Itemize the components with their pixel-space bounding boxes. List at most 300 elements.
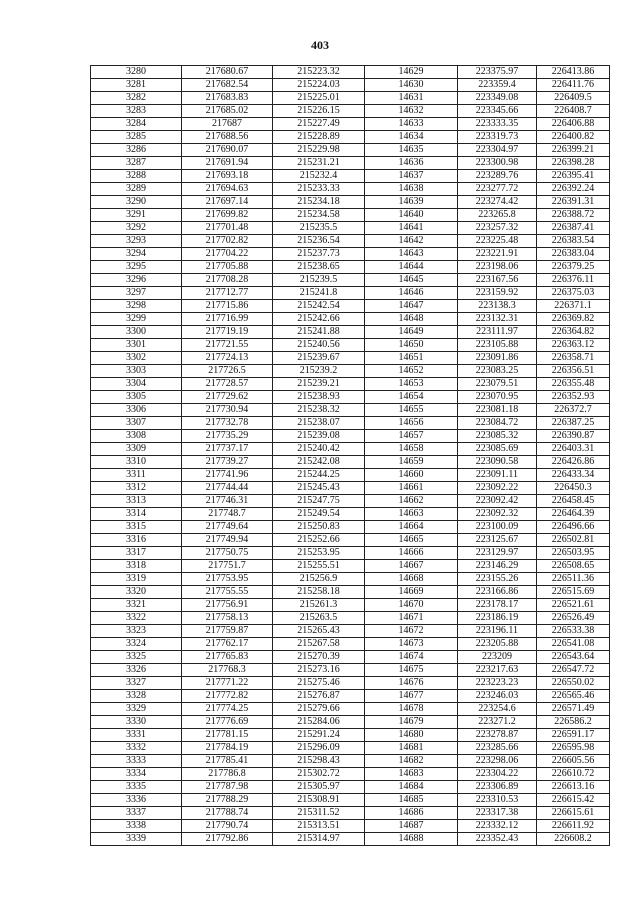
point-number-2-cell: 14674: [365, 651, 458, 664]
table-row: [91, 391, 610, 404]
x-coordinate-cell: 217758.13: [182, 612, 273, 625]
table-row: [91, 534, 610, 547]
y-coordinate-cell: 215229.98: [273, 144, 365, 157]
point-number-cell: 3290: [91, 196, 182, 209]
table-row: [91, 235, 610, 248]
x-coordinate-2-cell: 223285.66: [458, 742, 537, 755]
point-number-2-cell: 14649: [365, 326, 458, 339]
table-row: [91, 118, 610, 131]
x-coordinate-cell: 217680.67: [182, 66, 273, 79]
point-number-cell: 3298: [91, 300, 182, 313]
y-coordinate-cell: 215279.66: [273, 703, 365, 716]
table-row: [91, 586, 610, 599]
y-coordinate-2-cell: 226571.49: [537, 703, 610, 716]
y-coordinate-2-cell: 226358.71: [537, 352, 610, 365]
y-coordinate-2-cell: 226383.54: [537, 235, 610, 248]
point-number-2-cell: 14651: [365, 352, 458, 365]
y-coordinate-cell: 215239.67: [273, 352, 365, 365]
table-row: [91, 352, 610, 365]
x-coordinate-cell: 217749.64: [182, 521, 273, 534]
point-number-cell: 3301: [91, 339, 182, 352]
x-coordinate-2-cell: 223091.86: [458, 352, 537, 365]
x-coordinate-cell: 217786.8: [182, 768, 273, 781]
table-row: [91, 573, 610, 586]
table-row: [91, 443, 610, 456]
point-number-cell: 3315: [91, 521, 182, 534]
y-coordinate-cell: 215238.32: [273, 404, 365, 417]
point-number-cell: 3304: [91, 378, 182, 391]
y-coordinate-cell: 215302.72: [273, 768, 365, 781]
point-number-2-cell: 14665: [365, 534, 458, 547]
x-coordinate-2-cell: 223209: [458, 651, 537, 664]
point-number-2-cell: 14669: [365, 586, 458, 599]
point-number-2-cell: 14664: [365, 521, 458, 534]
x-coordinate-cell: 217732.78: [182, 417, 273, 430]
y-coordinate-2-cell: 226565.46: [537, 690, 610, 703]
coordinates-table: [90, 65, 610, 846]
table-row: [91, 170, 610, 183]
y-coordinate-2-cell: 226511.36: [537, 573, 610, 586]
point-number-2-cell: 14656: [365, 417, 458, 430]
point-number-cell: 3305: [91, 391, 182, 404]
y-coordinate-cell: 215225.01: [273, 92, 365, 105]
point-number-2-cell: 14629: [365, 66, 458, 79]
point-number-2-cell: 14681: [365, 742, 458, 755]
point-number-2-cell: 14655: [365, 404, 458, 417]
point-number-2-cell: 14679: [365, 716, 458, 729]
point-number-2-cell: 14647: [365, 300, 458, 313]
y-coordinate-cell: 215273.16: [273, 664, 365, 677]
y-coordinate-2-cell: 226521.61: [537, 599, 610, 612]
x-coordinate-cell: 217774.25: [182, 703, 273, 716]
x-coordinate-2-cell: 223333.35: [458, 118, 537, 131]
table-row: [91, 703, 610, 716]
x-coordinate-2-cell: 223254.6: [458, 703, 537, 716]
y-coordinate-2-cell: 226408.7: [537, 105, 610, 118]
y-coordinate-2-cell: 226605.56: [537, 755, 610, 768]
table-row: [91, 794, 610, 807]
x-coordinate-2-cell: 223217.63: [458, 664, 537, 677]
table-row: [91, 612, 610, 625]
y-coordinate-2-cell: 226387.25: [537, 417, 610, 430]
point-number-cell: 3292: [91, 222, 182, 235]
y-coordinate-cell: 215247.75: [273, 495, 365, 508]
point-number-cell: 3296: [91, 274, 182, 287]
table-row: [91, 781, 610, 794]
y-coordinate-cell: 215261.3: [273, 599, 365, 612]
point-number-cell: 3295: [91, 261, 182, 274]
y-coordinate-2-cell: 226426.86: [537, 456, 610, 469]
x-coordinate-cell: 217785.41: [182, 755, 273, 768]
point-number-cell: 3299: [91, 313, 182, 326]
x-coordinate-cell: 217685.02: [182, 105, 273, 118]
table-row: [91, 742, 610, 755]
x-coordinate-cell: 217768.3: [182, 664, 273, 677]
point-number-2-cell: 14636: [365, 157, 458, 170]
table-row: [91, 807, 610, 820]
table-row: [91, 833, 610, 846]
x-coordinate-cell: 217708.28: [182, 274, 273, 287]
table-row: [91, 716, 610, 729]
y-coordinate-2-cell: 226611.92: [537, 820, 610, 833]
point-number-2-cell: 14654: [365, 391, 458, 404]
x-coordinate-cell: 217701.48: [182, 222, 273, 235]
point-number-2-cell: 14678: [365, 703, 458, 716]
point-number-cell: 3321: [91, 599, 182, 612]
y-coordinate-cell: 215239.2: [273, 365, 365, 378]
table-row: [91, 92, 610, 105]
y-coordinate-2-cell: 226615.61: [537, 807, 610, 820]
table-row: [91, 508, 610, 521]
x-coordinate-2-cell: 223070.95: [458, 391, 537, 404]
x-coordinate-2-cell: 223352.43: [458, 833, 537, 846]
point-number-2-cell: 14662: [365, 495, 458, 508]
x-coordinate-cell: 217712.77: [182, 287, 273, 300]
coordinates-table-body: [91, 66, 610, 846]
x-coordinate-cell: 217749.94: [182, 534, 273, 547]
x-coordinate-cell: 217784.19: [182, 742, 273, 755]
x-coordinate-2-cell: 223085.32: [458, 430, 537, 443]
y-coordinate-cell: 215256.9: [273, 573, 365, 586]
x-coordinate-cell: 217751.7: [182, 560, 273, 573]
x-coordinate-cell: 217691.94: [182, 157, 273, 170]
y-coordinate-2-cell: 226375.03: [537, 287, 610, 300]
y-coordinate-cell: 215239.21: [273, 378, 365, 391]
table-row: [91, 157, 610, 170]
y-coordinate-2-cell: 226595.98: [537, 742, 610, 755]
table-row: [91, 404, 610, 417]
x-coordinate-2-cell: 223289.76: [458, 170, 537, 183]
point-number-cell: 3329: [91, 703, 182, 716]
point-number-cell: 3317: [91, 547, 182, 560]
point-number-cell: 3322: [91, 612, 182, 625]
x-coordinate-cell: 217739.27: [182, 456, 273, 469]
table-row: [91, 300, 610, 313]
x-coordinate-2-cell: 223166.86: [458, 586, 537, 599]
table-row: [91, 339, 610, 352]
point-number-cell: 3314: [91, 508, 182, 521]
y-coordinate-cell: 215233.33: [273, 183, 365, 196]
table-row: [91, 66, 610, 79]
x-coordinate-2-cell: 223132.31: [458, 313, 537, 326]
point-number-2-cell: 14638: [365, 183, 458, 196]
y-coordinate-cell: 215253.95: [273, 547, 365, 560]
point-number-cell: 3319: [91, 573, 182, 586]
point-number-2-cell: 14644: [365, 261, 458, 274]
point-number-cell: 3312: [91, 482, 182, 495]
point-number-cell: 3328: [91, 690, 182, 703]
y-coordinate-2-cell: 226458.45: [537, 495, 610, 508]
x-coordinate-cell: 217728.57: [182, 378, 273, 391]
x-coordinate-cell: 217716.99: [182, 313, 273, 326]
point-number-2-cell: 14673: [365, 638, 458, 651]
y-coordinate-cell: 215240.56: [273, 339, 365, 352]
x-coordinate-2-cell: 223138.3: [458, 300, 537, 313]
point-number-2-cell: 14635: [365, 144, 458, 157]
y-coordinate-2-cell: 226547.72: [537, 664, 610, 677]
point-number-cell: 3280: [91, 66, 182, 79]
y-coordinate-cell: 215242.66: [273, 313, 365, 326]
y-coordinate-cell: 215242.54: [273, 300, 365, 313]
point-number-2-cell: 14663: [365, 508, 458, 521]
table-row: [91, 417, 610, 430]
point-number-2-cell: 14667: [365, 560, 458, 573]
y-coordinate-cell: 215224.03: [273, 79, 365, 92]
point-number-cell: 3297: [91, 287, 182, 300]
x-coordinate-2-cell: 223111.97: [458, 326, 537, 339]
y-coordinate-cell: 215232.4: [273, 170, 365, 183]
x-coordinate-2-cell: 223178.17: [458, 599, 537, 612]
table-row: [91, 105, 610, 118]
y-coordinate-2-cell: 226371.1: [537, 300, 610, 313]
x-coordinate-2-cell: 223298.06: [458, 755, 537, 768]
y-coordinate-cell: 215223.32: [273, 66, 365, 79]
table-row: [91, 755, 610, 768]
x-coordinate-2-cell: 223375.97: [458, 66, 537, 79]
x-coordinate-cell: 217730.94: [182, 404, 273, 417]
x-coordinate-2-cell: 223105.88: [458, 339, 537, 352]
table-row: [91, 690, 610, 703]
y-coordinate-cell: 215239.08: [273, 430, 365, 443]
y-coordinate-cell: 215238.93: [273, 391, 365, 404]
x-coordinate-2-cell: 223332.12: [458, 820, 537, 833]
table-row: [91, 261, 610, 274]
y-coordinate-2-cell: 226406.88: [537, 118, 610, 131]
x-coordinate-2-cell: 223221.91: [458, 248, 537, 261]
y-coordinate-cell: 215235.5: [273, 222, 365, 235]
point-number-cell: 3311: [91, 469, 182, 482]
point-number-2-cell: 14668: [365, 573, 458, 586]
x-coordinate-2-cell: 223198.06: [458, 261, 537, 274]
point-number-2-cell: 14685: [365, 794, 458, 807]
y-coordinate-2-cell: 226541.08: [537, 638, 610, 651]
point-number-2-cell: 14639: [365, 196, 458, 209]
table-row: [91, 495, 610, 508]
y-coordinate-2-cell: 226515.69: [537, 586, 610, 599]
x-coordinate-cell: 217726.5: [182, 365, 273, 378]
y-coordinate-cell: 215237.73: [273, 248, 365, 261]
x-coordinate-2-cell: 223304.22: [458, 768, 537, 781]
x-coordinate-cell: 217704.22: [182, 248, 273, 261]
y-coordinate-cell: 215291.24: [273, 729, 365, 742]
x-coordinate-2-cell: 223090.58: [458, 456, 537, 469]
point-number-2-cell: 14633: [365, 118, 458, 131]
x-coordinate-2-cell: 223092.32: [458, 508, 537, 521]
x-coordinate-2-cell: 223278.87: [458, 729, 537, 742]
point-number-2-cell: 14650: [365, 339, 458, 352]
y-coordinate-cell: 215265.43: [273, 625, 365, 638]
x-coordinate-2-cell: 223277.72: [458, 183, 537, 196]
point-number-2-cell: 14686: [365, 807, 458, 820]
y-coordinate-2-cell: 226411.76: [537, 79, 610, 92]
table-row: [91, 79, 610, 92]
y-coordinate-2-cell: 226526.49: [537, 612, 610, 625]
x-coordinate-cell: 217753.95: [182, 573, 273, 586]
x-coordinate-2-cell: 223271.2: [458, 716, 537, 729]
y-coordinate-2-cell: 226376.11: [537, 274, 610, 287]
y-coordinate-2-cell: 226403.31: [537, 443, 610, 456]
point-number-2-cell: 14630: [365, 79, 458, 92]
point-number-cell: 3282: [91, 92, 182, 105]
y-coordinate-2-cell: 226395.41: [537, 170, 610, 183]
x-coordinate-2-cell: 223084.72: [458, 417, 537, 430]
x-coordinate-2-cell: 223081.18: [458, 404, 537, 417]
x-coordinate-cell: 217721.55: [182, 339, 273, 352]
x-coordinate-2-cell: 223300.98: [458, 157, 537, 170]
y-coordinate-2-cell: 226503.95: [537, 547, 610, 560]
point-number-cell: 3325: [91, 651, 182, 664]
x-coordinate-cell: 217765.83: [182, 651, 273, 664]
y-coordinate-cell: 215298.43: [273, 755, 365, 768]
y-coordinate-2-cell: 226369.82: [537, 313, 610, 326]
y-coordinate-2-cell: 226398.28: [537, 157, 610, 170]
point-number-2-cell: 14676: [365, 677, 458, 690]
point-number-cell: 3285: [91, 131, 182, 144]
point-number-cell: 3287: [91, 157, 182, 170]
table-row: [91, 313, 610, 326]
point-number-cell: 3336: [91, 794, 182, 807]
x-coordinate-cell: 217756.91: [182, 599, 273, 612]
table-row: [91, 222, 610, 235]
point-number-cell: 3332: [91, 742, 182, 755]
y-coordinate-2-cell: 226356.51: [537, 365, 610, 378]
x-coordinate-cell: 217729.62: [182, 391, 273, 404]
point-number-cell: 3283: [91, 105, 182, 118]
point-number-cell: 3303: [91, 365, 182, 378]
y-coordinate-2-cell: 226502.81: [537, 534, 610, 547]
table-row: [91, 287, 610, 300]
y-coordinate-2-cell: 226364.82: [537, 326, 610, 339]
x-coordinate-cell: 217790.74: [182, 820, 273, 833]
y-coordinate-2-cell: 226383.04: [537, 248, 610, 261]
point-number-2-cell: 14677: [365, 690, 458, 703]
x-coordinate-2-cell: 223319.73: [458, 131, 537, 144]
point-number-2-cell: 14643: [365, 248, 458, 261]
y-coordinate-cell: 215249.54: [273, 508, 365, 521]
y-coordinate-2-cell: 226379.25: [537, 261, 610, 274]
y-coordinate-2-cell: 226388.72: [537, 209, 610, 222]
table-row: [91, 677, 610, 690]
y-coordinate-cell: 215228.89: [273, 131, 365, 144]
x-coordinate-cell: 217737.17: [182, 443, 273, 456]
point-number-cell: 3302: [91, 352, 182, 365]
y-coordinate-cell: 215276.87: [273, 690, 365, 703]
y-coordinate-2-cell: 226613.16: [537, 781, 610, 794]
x-coordinate-cell: 217687: [182, 118, 273, 131]
point-number-cell: 3313: [91, 495, 182, 508]
x-coordinate-2-cell: 223196.11: [458, 625, 537, 638]
point-number-cell: 3337: [91, 807, 182, 820]
point-number-2-cell: 14683: [365, 768, 458, 781]
x-coordinate-2-cell: 223079.51: [458, 378, 537, 391]
y-coordinate-cell: 215234.58: [273, 209, 365, 222]
y-coordinate-cell: 215245.43: [273, 482, 365, 495]
point-number-cell: 3326: [91, 664, 182, 677]
x-coordinate-cell: 217683.83: [182, 92, 273, 105]
table-row: [91, 820, 610, 833]
y-coordinate-2-cell: 226363.12: [537, 339, 610, 352]
point-number-cell: 3310: [91, 456, 182, 469]
point-number-2-cell: 14675: [365, 664, 458, 677]
y-coordinate-2-cell: 226591.17: [537, 729, 610, 742]
table-row: [91, 248, 610, 261]
point-number-2-cell: 14642: [365, 235, 458, 248]
x-coordinate-cell: 217755.55: [182, 586, 273, 599]
point-number-2-cell: 14659: [365, 456, 458, 469]
table-row: [91, 365, 610, 378]
x-coordinate-cell: 217788.74: [182, 807, 273, 820]
y-coordinate-2-cell: 226464.39: [537, 508, 610, 521]
y-coordinate-2-cell: 226392.24: [537, 183, 610, 196]
x-coordinate-2-cell: 223083.25: [458, 365, 537, 378]
point-number-cell: 3330: [91, 716, 182, 729]
point-number-2-cell: 14631: [365, 92, 458, 105]
x-coordinate-2-cell: 223092.22: [458, 482, 537, 495]
point-number-cell: 3293: [91, 235, 182, 248]
y-coordinate-cell: 215255.51: [273, 560, 365, 573]
point-number-cell: 3286: [91, 144, 182, 157]
x-coordinate-2-cell: 223257.32: [458, 222, 537, 235]
table-row: [91, 599, 610, 612]
table-row: [91, 638, 610, 651]
y-coordinate-2-cell: 226409.5: [537, 92, 610, 105]
table-row: [91, 547, 610, 560]
table-row: [91, 521, 610, 534]
x-coordinate-cell: 217699.82: [182, 209, 273, 222]
point-number-cell: 3294: [91, 248, 182, 261]
point-number-2-cell: 14646: [365, 287, 458, 300]
point-number-cell: 3307: [91, 417, 182, 430]
point-number-cell: 3338: [91, 820, 182, 833]
point-number-2-cell: 14648: [365, 313, 458, 326]
point-number-cell: 3318: [91, 560, 182, 573]
x-coordinate-2-cell: 223129.97: [458, 547, 537, 560]
point-number-cell: 3334: [91, 768, 182, 781]
x-coordinate-cell: 217702.82: [182, 235, 273, 248]
point-number-2-cell: 14687: [365, 820, 458, 833]
point-number-cell: 3333: [91, 755, 182, 768]
point-number-cell: 3316: [91, 534, 182, 547]
table-row: [91, 651, 610, 664]
y-coordinate-2-cell: 226543.64: [537, 651, 610, 664]
y-coordinate-cell: 215270.39: [273, 651, 365, 664]
x-coordinate-cell: 217787.98: [182, 781, 273, 794]
table-row: [91, 664, 610, 677]
x-coordinate-cell: 217771.22: [182, 677, 273, 690]
point-number-cell: 3300: [91, 326, 182, 339]
y-coordinate-cell: 215238.65: [273, 261, 365, 274]
point-number-2-cell: 14637: [365, 170, 458, 183]
y-coordinate-cell: 215267.58: [273, 638, 365, 651]
y-coordinate-cell: 215252.66: [273, 534, 365, 547]
x-coordinate-2-cell: 223100.09: [458, 521, 537, 534]
y-coordinate-cell: 215275.46: [273, 677, 365, 690]
point-number-cell: 3281: [91, 79, 182, 92]
y-coordinate-cell: 215311.52: [273, 807, 365, 820]
page-number: 403: [311, 38, 329, 52]
x-coordinate-cell: 217724.13: [182, 352, 273, 365]
point-number-cell: 3309: [91, 443, 182, 456]
table-row: [91, 430, 610, 443]
x-coordinate-cell: 217705.88: [182, 261, 273, 274]
y-coordinate-cell: 215296.09: [273, 742, 365, 755]
point-number-2-cell: 14653: [365, 378, 458, 391]
y-coordinate-cell: 215239.5: [273, 274, 365, 287]
point-number-2-cell: 14661: [365, 482, 458, 495]
table-row: [91, 274, 610, 287]
x-coordinate-cell: 217759.87: [182, 625, 273, 638]
x-coordinate-cell: 217772.82: [182, 690, 273, 703]
